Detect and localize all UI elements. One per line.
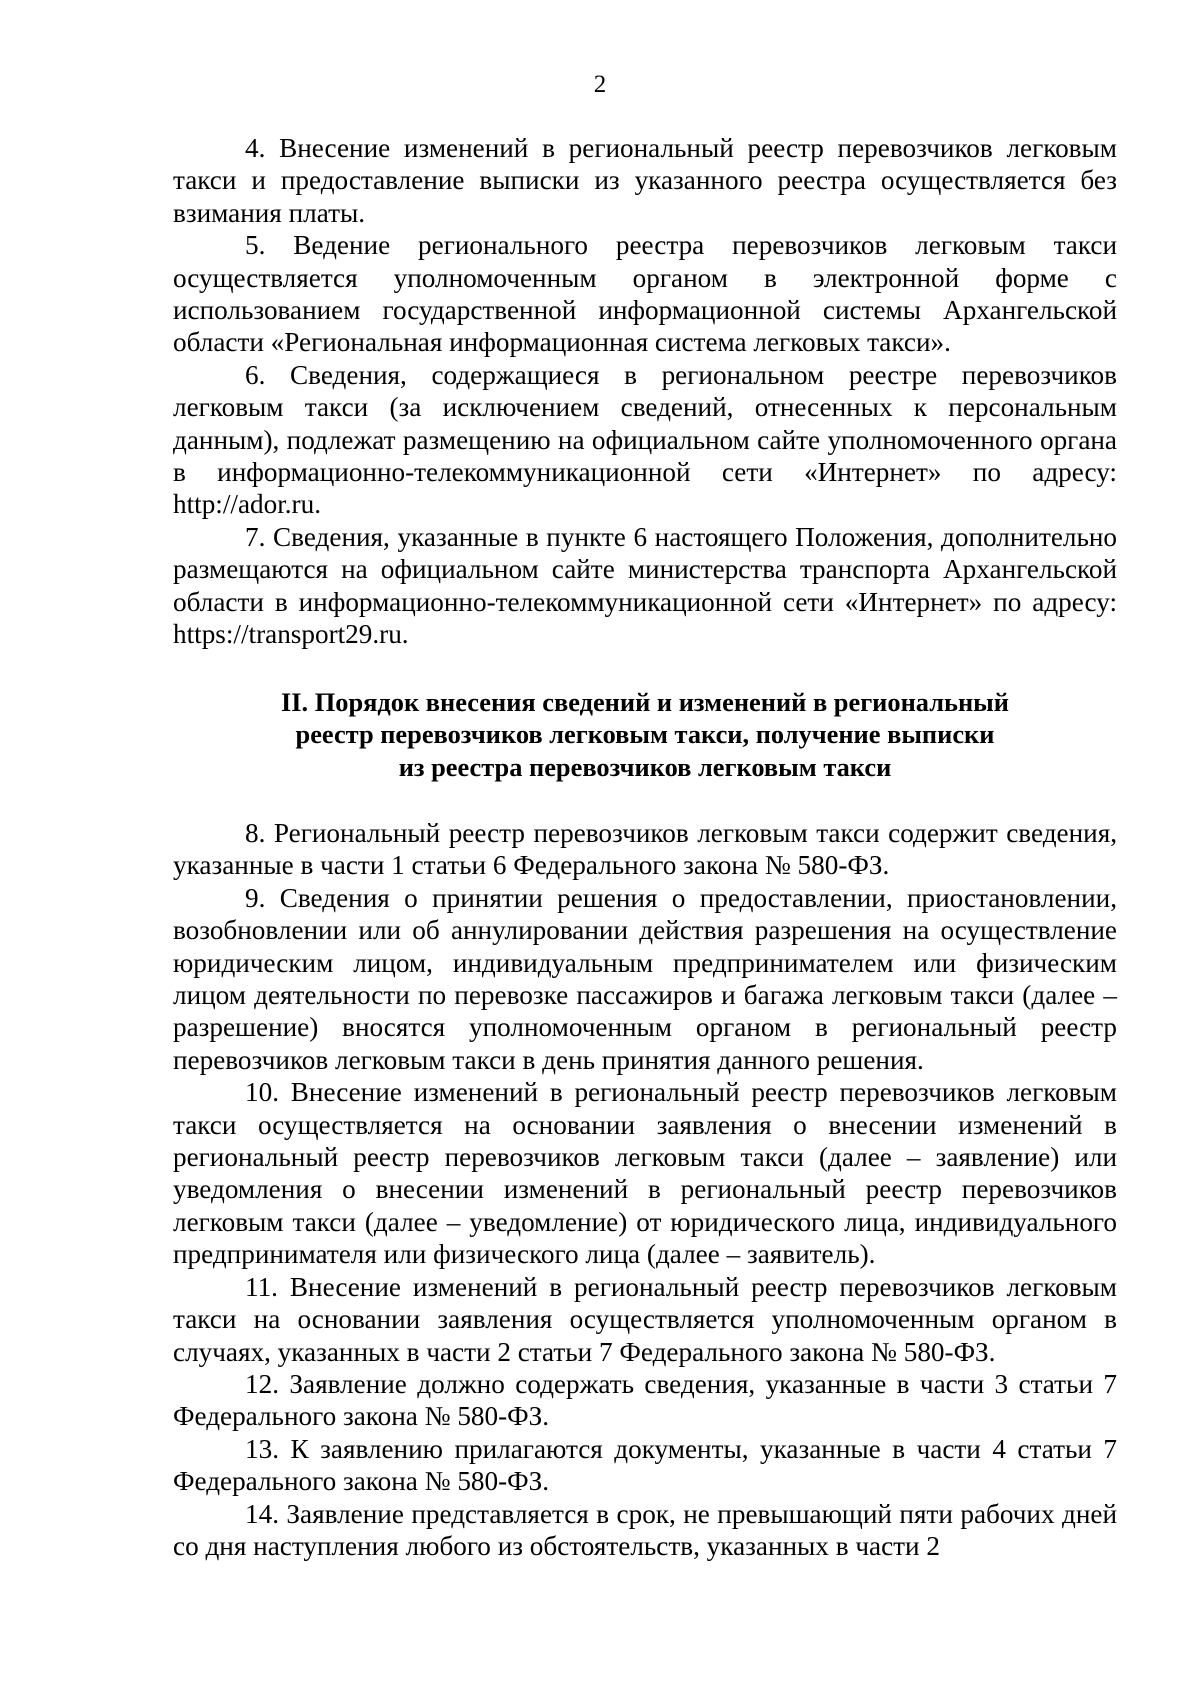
paragraph-5: 5. Ведение регионального реестра перевозчиков легковым такси осуществляется уполномоченным органом в электронной форме с использованием государственной информационной системы Архангельской области «Региональная информационная система легковых такси». [173, 230, 1117, 358]
page-number: 2 [593, 71, 607, 98]
paragraph-10: 10. Внесение изменений в региональный реестр перевозчиков легковым такси осуществляется на основании заявления о внесении изменений в региональный реестр перевозчиков легковым такси (далее – заявление) или уведомления о внесении изменений в региональный реестр перевозчиков легковым такси (далее – уведомление) от юридического лица, индивидуального предпринимателя или физического лица (далее – заявитель). [173, 1077, 1117, 1270]
paragraph-14: 14. Заявление представляется в срок, не превышающий пяти рабочих дней со дня наступления любого из обстоятельств, указанных в части 2 [173, 1498, 1117, 1561]
text-block-after-heading [173, 817, 1117, 1562]
section-heading-line-3: из реестра перевозчиков легковым такси [398, 751, 892, 782]
section-heading-line-1: II. Порядок внесения сведений и изменений в региональный [281, 687, 1009, 717]
paragraph-7: 7. Сведения, указанные в пункте 6 настоящего Положения, дополнительно размещаются на официальном сайте министерства транспорта Архангельской области в информационно-телекоммуникационной сети «Интернет» по адресу: https://transport29.ru. [173, 521, 1117, 650]
paragraph-9: 9. Сведения о принятии решения о предоставлении, приостановлении, возобновлении или об аннулировании действия разрешения на осуществление юридическим лицом, индивидуальным предпринимателем или физическим лицом деятельности по перевозке пассажиров и багажа легковым такси (далее – разрешение) вносятся уполномоченным органом в региональный реестр перевозчиков легковым такси в день принятия данного решения. [173, 882, 1117, 1075]
paragraph-8: 8. Региональный реестр перевозчиков легковым такси содержит сведения, указанные в части 1 статьи 6 Федерального закона № 580-ФЗ. [173, 818, 1117, 881]
paragraph-11: 11. Внесение изменений в региональный реестр перевозчиков легковым такси на основании заявления осуществляется уполномоченным органом в случаях, указанных в части 2 статьи 7 Федерального закона № 580-ФЗ. [173, 1271, 1117, 1367]
paragraph-13: 13. К заявлению прилагаются документы, указанные в части 4 статьи 7 Федерального закона № 580-ФЗ. [173, 1433, 1117, 1497]
section-heading-line-2: реестр перевозчиков легковым такси, получение выписки [295, 719, 995, 750]
text-block-before-heading [173, 132, 1117, 651]
paragraph-6: 6. Сведения, содержащиеся в региональном реестре перевозчиков легковым такси (за исключением сведений, отнесенных к персональным данным), подлежат размещению на официальном сайте уполномоченного органа в информационно-телекоммуникационной сети «Интернет» по адресу: http://ador.ru. [173, 359, 1117, 520]
paragraph-12: 12. Заявление должно содержать сведения, указанные в части 3 статьи 7 Федерального закона № 580-ФЗ. [173, 1368, 1117, 1432]
paragraph-4: 4. Внесение изменений в региональный реестр перевозчиков легковым такси и предоставление выписки из указанного реестра осуществляется без взимания платы. [173, 133, 1117, 228]
section-heading [173, 686, 1117, 783]
